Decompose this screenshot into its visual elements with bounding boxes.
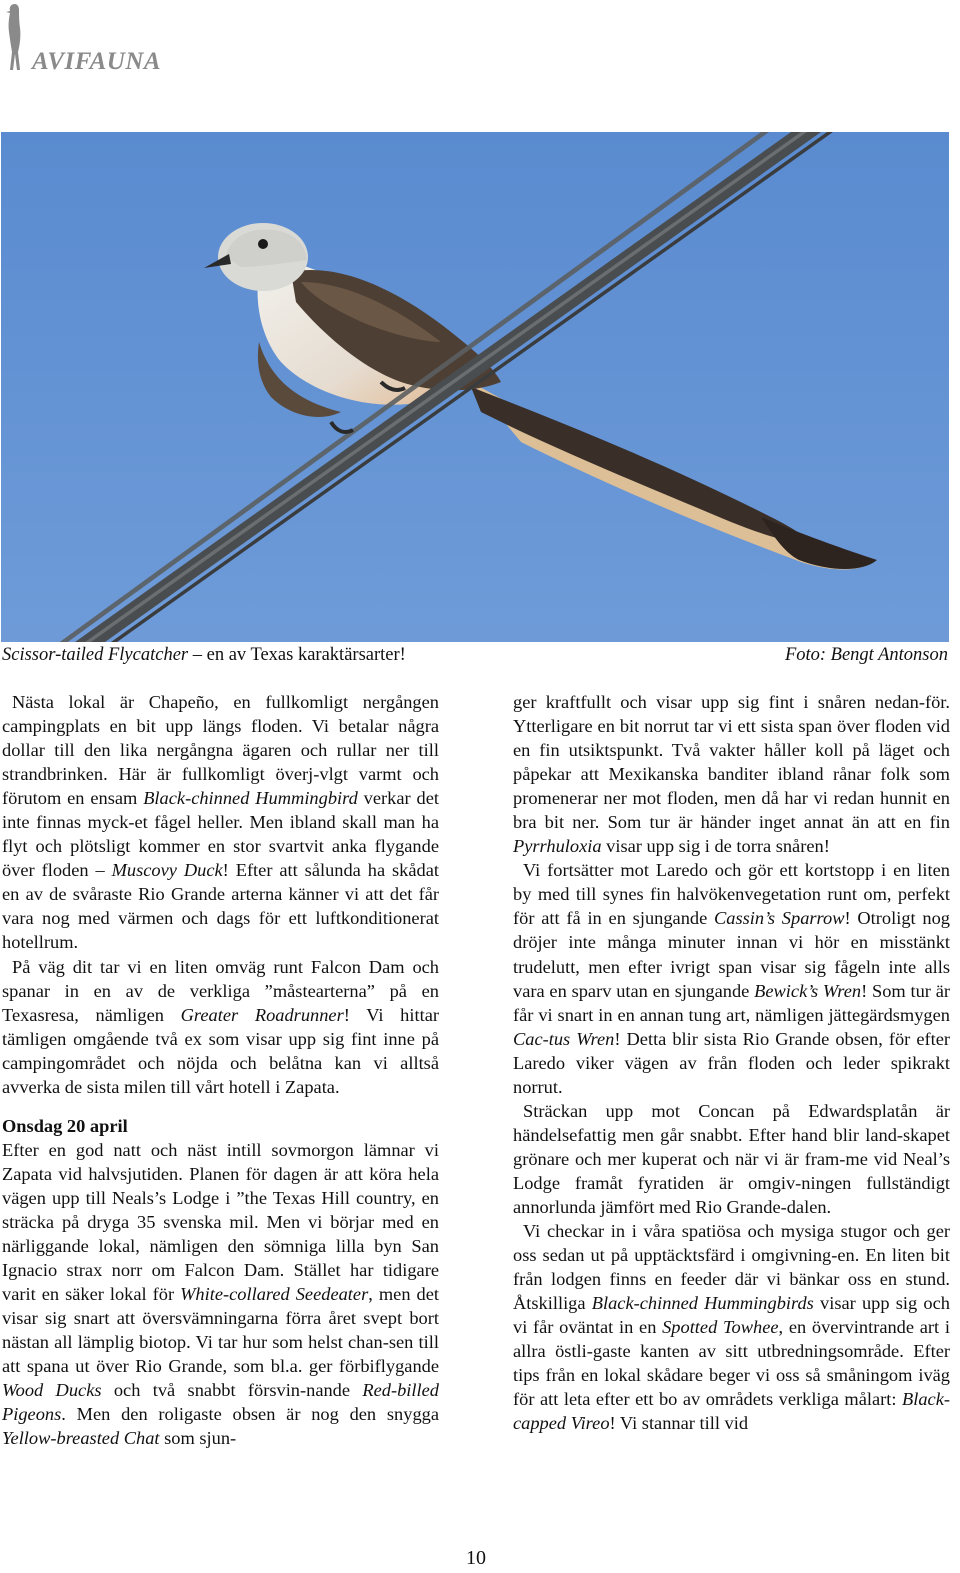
species-name: Muscovy Duck [111,860,223,881]
species-name: Cassin’s Sparrow [714,908,845,929]
species-name: White-collared Seedeater [180,1284,369,1305]
caption-description: – en av Texas karaktärsarter! [188,645,406,665]
bird-silhouette-icon [2,2,28,72]
page-number: 10 [466,1547,486,1569]
paragraph: Vi checkar in i våra spatiösa och mysiga stugor och ger oss sedan ut på upptäcktsfärd i omgivning-en. En liten bit från lodgen finns en feeder där vi bänkar oss en stund. Åtskilliga Black-chinned Hummingbirds visar upp sig och vi får oväntat in en Spotted Towhee, en övervintrande art i allra östli-gaste kanten av sitt utbredningsområde. Efter tips från en lokal skådare beger vi oss så småningom iväg för att leta efter ett bo av områdets verkliga målart: Black-capped Vireo! Vi stannar till vid [513,1221,950,1434]
right-column [513,690,950,1435]
logo-wordmark: AVIFAUNA [32,48,162,75]
species-name: Red-billed Pigeons [2,1380,439,1425]
species-name: Bewick’s Wren [754,980,862,1001]
species-name: Black-capped Vireo [513,1389,950,1434]
avifauna-logo [2,2,202,78]
caption-species: Scissor-tailed Flycatcher [2,645,189,665]
left-column [2,690,439,1450]
paragraph: Nästa lokal är Chapeño, en fullkomligt nergången campingplats en bit upp längs floden. Vi betalar några dollar till den lika nergångna ägaren och rullar ner till strandbrinken. Här är fullkomligt överj-vlgt varmt och förutom en ensam Black-chinned Hummingbird verkar det inte finnas myck-et fågel heller. Men ibland skall man ha flyt och plötsligt kommer en stor svartvit anka flygande över floden – Muscovy Duck! Efter att sålunda ha skådat en av de svåraste Rio Grande arterna känner vi att det får vara nog med värmen och dags för ett luftkonditionerat hotellrum. [2,692,439,953]
species-name: Spotted Towhee [662,1317,779,1338]
species-name: Pyrrhuloxia [513,836,602,857]
species-name: Yellow-breasted Chat [2,1428,160,1449]
species-name: Black-chinned Hummingbird [143,788,358,809]
species-name: Black-chinned Hummingbirds [591,1293,814,1314]
scissor-tailed-flycatcher-illustration [1,132,949,642]
caption-text [2,642,406,668]
paragraph: På väg dit tar vi en liten omväg runt Falcon Dam och spanar in en av de verkliga ”måstearterna” på en Texasresa, nämligen Greater Roadrunner! Vi hittar tämligen omgående två ex som visar upp sig fint inne på campingområdet och nöjda och belåtna kan vi alltså avverka de sista milen till vårt hotell i Zapata. [2,956,439,1097]
species-name: Cac-tus Wren [513,1028,615,1049]
section-heading: Onsdag 20 april [2,1115,128,1136]
photo-caption [2,642,948,668]
paragraph: ger kraftfullt och visar upp sig fint i snåren nedan-för. Ytterligare en bit norrut tar vi ett sista span över floden vid en fin utsiktspunkt. Två vakter håller koll på läget och påpekar att Mexikanska banditer ibland rånar folk som promenerar ner mot floden, men då har vi redan hunnit en bra bit ner. Som tur är händer inget annat än att en fin Pyrrhuloxia visar upp sig i de torra snåren! [513,692,950,857]
paragraph: Sträckan upp mot Concan på Edwardsplatån är händelsefattig men går snabbt. Efter hand blir land-skapet grönare och mer kuperat och när vi är fram-me vid Neal’s Lodge framåt fyratiden är omgiv-ningen fullständigt annorlunda jämfört med Rio Grande-dalen. [513,1100,950,1217]
species-name: Greater Roadrunner [180,1004,344,1025]
bird-photo [1,132,949,642]
species-name: Wood Ducks [2,1380,102,1401]
photo-credit: Foto: Bengt Antonson [784,645,948,665]
paragraph: Vi fortsätter mot Laredo och gör ett kortstopp i en liten by med till synes fin halvökenvegetation runt om, perfekt för att få in en sjungande Cassin’s Sparrow! Otroligt nog dröjer inte många minuter innan vi hör en misstänkt trudelutt, men efter ivrigt span visar sig fågeln inte alls vara en sparv utan en sjungande Bewick’s Wren! Som tur är får vi snart in en annan tung art, nämligen jättegärdsmygen Cac-tus Wren! Detta blir sista Rio Grande obsen, för efter Laredo viker vägen av från floden och leder spikrakt norrut. [513,860,950,1097]
paragraph: Efter en god natt och näst intill sovmorgon lämnar vi Zapata vid halvsjutiden. Planen för dagen är att köra hela vägen upp till Neals’s Lodge i ”the Texas Hill country, en sträcka på dryga 35 svenska mil. Men vi börjar med en närliggande lokal, nämligen den sömniga lilla byn San Ignacio strax norr om Falcon Dam. Stället har tidigare varit en säker lokal för White-collared Seedeater, men det visar sig snart att översvämningarna förra året svept bort nästan all lämplig biotop. Vi tar hur som helst chan-sen till att spana ut över Rio Grande, som bl.a. ger förbiflygande Wood Ducks och två snabbt försvin-nande Red-billed Pigeons. Men den roligaste obsen är nog den snygga Yellow-breasted Chat som sjun- [2,1139,439,1449]
